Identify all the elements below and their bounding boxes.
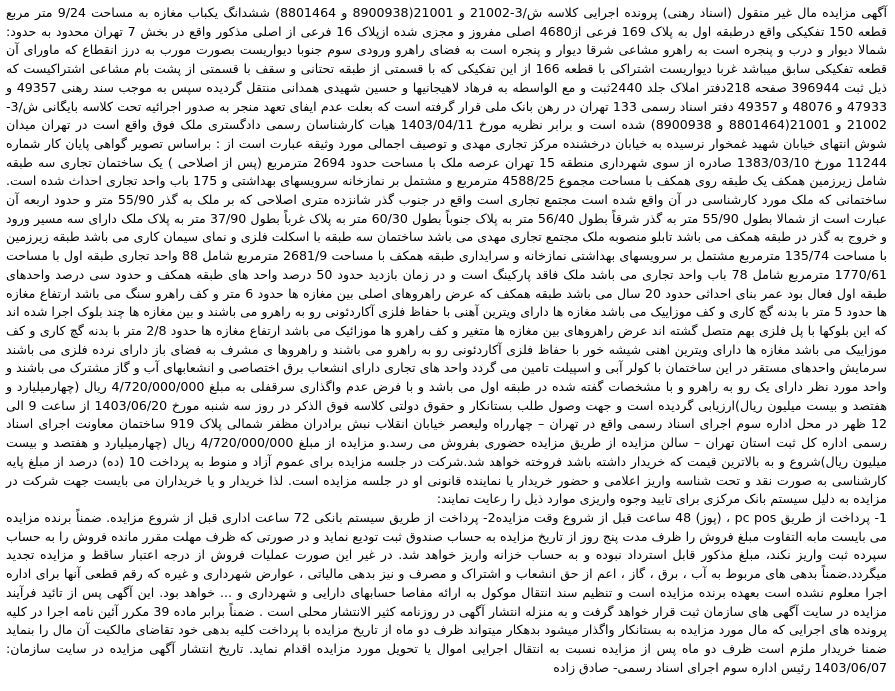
auction-notice-text xyxy=(6,4,887,677)
notice-paragraph-main: آگهی مزایده مال غیر منقول (اسناد رهنی) پرونده اجرایی کلاسه ش/3-21002 و 21001(8900938 و 8801464) ششدانگ یکباب مغازه به مساحت 9/24 متر مربع قطعه 150 تفکیکی واقع درطبقه اول به پلاک 169 فرعی از4680 اصلی مفروز و مجزی شده ازپلاک 16 فرعی از اصلی مذکور واقع در بخش 7 تهران محدود به حدود: شمالا دیوار و درب و پنجره است به راهرو مشاعی شرقا دیوار و پنجره است به فضای راهرو ورودی سوم جنوبا دیواریست بصورت مورب به درز انقطاع که ماورای آن قطعه تفکیکی سابق میباشد غربا دیواریست اشتراکی با قطعه 166 از این تفکیکی که با قسمتی از طبقه تحتانی و سقف با قسمتی از پشت بام مشاعی اشتراکیست که ذیل ثبت 396944 صفحه 218دفتر املاک جلد 2440ثبت و مع الواسطه به فرهاد لاهیجانیها و حسین شهیدی همدانی منتقل گردیده سپس به موجب سند رهنی 49357 و 47933 و 48076 و 49357 دفتر اسناد رسمی 133 تهران در رهن بانک ملی قرار گرفته است که بعلت عدم ایفای تعهد منجر به صدور اجرائیه تحت کلاسه بایگانی ش/3-21002 و 21001(8801464 و 8900938) شده است و برابر نظریه مورخ 1403/04/11 هیات کارشناسان رسمی دادگستری ملک فوق واقع است در تهران میدان شوش انتهای خیابان شهید غمخوار نرسیده به خیابان درخشنده مرکز تجاری مهدی و توصیف اجمالی مورد وثیقه عبارت است از : براساس تصویر گواهی پایان کار شماره 11244 مورخ 1383/03/10 صادره از سوی شهرداری منطقه 15 تهران عرصه ملک با مساحت حدود 2694 مترمربع (پس از اصلاحی ) یک ساختمان تجاری سه طبقه شامل زیرزمین همکف یک طبقه روی همکف با مساحت مجموع 4588/25 مترمربع و مشتمل بر نمازخانه سرویسهای بهداشتی و 175 باب واحد تجاری احداث شده است. ساختمانی که ملک مورد کارشناسی در آن واقع شده است مجتمع تجاری است واقع در جنوب گذر شانزده متری اصلاحی که بر ملک به گذر 55/90 متر و حدود اربعه آن عبارت است از شمالا بطول 55/90 متر به گذر شرقاً بطول 56/40 متر به پلاک جنوباً بطول 60/30 متر به پلاک غرباً بطول 37/90 متر به پلاک ملک دارای سه مسیر ورود و خروج به گذر در طبقه همکف می باشد تابلو منصوبه ملک مجتمع تجاری مهدی می باشد ساختمان سه طبقه با اسکلت فلزی و نمای سیمان کاری می باشد طبقه زیرزمین با مساحت 135/74 مترمربع مشتمل بر سرویسهای بهداشتی نمازخانه و سرایداری طبقه همکف با مساحت 2681/9 مترمربع شامل 88 واحد تجاری طبقه اول با مساحت 1770/61 مترمربع شامل 78 باب واحد تجاری می باشد ملک فاقد پارکینگ است و در زمان بازدید حدود 50 درصد واحد های طبقه همکف و حدود سی درصد واحدهای طبقه اول فعال بود عمر بنای احداثی حدود 20 سال می باشد طبقه همکف که عرض راهروهای اصلی بین مغازه ها حدود 6 متر و کف راهرو سنگ می باشد ارتفاع مغازه ها حدود 5 متر با بدنه گچ کاری و کف موزاییک می باشد مغازه ها دارای ویترین آهنی با حفاظ فلزی آکاردئونی رو به راهرو می باشند و بین مغازه ها چند بلوک اجرا شده اند که این بلوکها با پل فلزی بهم متصل گشته اند عرض راهروهای بین مغازه ها متغیر و کف راهرو ها موزائیک می باشد ارتفاع مغازه ها حدود 2/8 متر با بدنه گچ کاری و کف موزاییک می باشد مغازه ها دارای ویترین اهنی شیشه خور با حفاظ فلزی آکاردئونی رو به راهرو می باشند و راهروها ی مشرف به فضای باز دارای نرده فلزی می باشند سرمایش واحدهای مستقر در این ساختمان با کولر آبی و اسپیلت تامین می گردد واحد های تجاری دارای انشعاب برق اختصاصی و انشعابهای آب و گاز مشترک می باشند و واحد مورد نظر دارای یک رو به راهرو و با مشخصات گفته شده در طبقه اول می باشد و با فرض عدم واگذاری سرقفلی به مبلغ 4/720/000/000 ریال (چهارمیلیارد و هفتصد و بیست میلیون ریال)ارزیابی گردیده است و جهت وصول طلب بستانکار و حقوق دولتی کلاسه فوق الذکر در روز سه شنبه مورخ 1403/06/20 از ساعت 9 الی 12 ظهر در محل اداره سوم اجرای اسناد رسمی واقع در تهران – چهارراه ولیعصر خیابان انقلاب نبش برادران مظفر شمالی پلاک 919 ساختمان معاونت اجرای اسناد رسمی اداره کل ثبت استان تهران – سالن مزایده از طریق مزایده حضوری بفروش می رسد.و مزایده از مبلغ 4/720/000/000 ریال (چهارمیلیارد و هفتصد و بیست میلیون ریال)شروع و به بالاترین قیمت که خریدار داشته باشد فروخته خواهد شد.شرکت در جلسه مزایده برای عموم آزاد و منوط به پرداخت 10 (ده) درصد از مبلغ پایه کارشناسی به صورت نقد و تحت شناسه واریز اعلامی و حضور خریدار یا نماینده قانونی او در جلسه مزایده است. لذا خریدار و یا خریداران می بایست جهت شرکت در مزایده به دلیل سیستم بانک مرکزی برای تایید وجوه واریزی موارد ذیل را رعایت نمایند: xyxy=(6,5,888,507)
notice-paragraph-payment-terms: 1- پرداخت از طریق pc pos ، (پوز) 48 ساعت قبل از شروع وقت مزایده2- پرداخت از طریق سیستم بانکی 72 ساعت اداری قبل از شروع مزایده. ضمناً برنده مزایده می بایست مابه التفاوت مبلغ فروش را ظرف مدت پنج روز از تاریخ مزایده به حساب صندوق ثبت تودیع نماید و در صورتی که ظرف مهلت مقرر مانده فروش را به حساب سپرده ثبت واریز نکند، مبلغ مذکور قابل استرداد نبوده و به حساب خزانه واریز خواهد شد. در غیر این صورت عملیات فروش از درجه اعتبار ساقط و مزایده تجدید میگردد.ضمناً بدهی های مربوط به آب ، برق ، گاز ، اعم از حق انشعاب و اشتراک و مصرف و نیز بدهی مالیاتی ، عوارض شهرداری و غیره که رقم قطعی آنها برای اداره اجرا معلوم نشده است بعهده برنده مزایده است و تنظیم سند انتقال موکول به ارائه مفاصا حسابهای دارایی و شهرداری و ... خواهد بود. این آگهی پس از تائید فرآیند مزایده در سایت آگهی های سازمان ثبت قرار خواهد گرفت و به منزله انتشار آگهی در روزنامه کثیر الانتشار محلی است . ضمناً برابر ماده 39 مکرر آئین نامه اجرا در کلیه پرونده های اجرایی که مال مورد مزایده به بستانکار واگذار میشود بدهکار میتواند ظرف دو ماه از تاریخ مزایده با پرداخت کلیه بدهی خود تقاضای مالکیت آن مال را بنماید ضمنا خریدار ملزم است ظرف دو ماه پس از مزایده نسبت به انتقال اجرایی اموال یا تحویل مورد مزایده اقدام نماید. تاریخ انتشار آگهی مزایده در سایت سازمان: 1403/06/07 رئیس اداره سوم اجرای اسناد رسمی- صادق زاده xyxy=(6,509,888,675)
